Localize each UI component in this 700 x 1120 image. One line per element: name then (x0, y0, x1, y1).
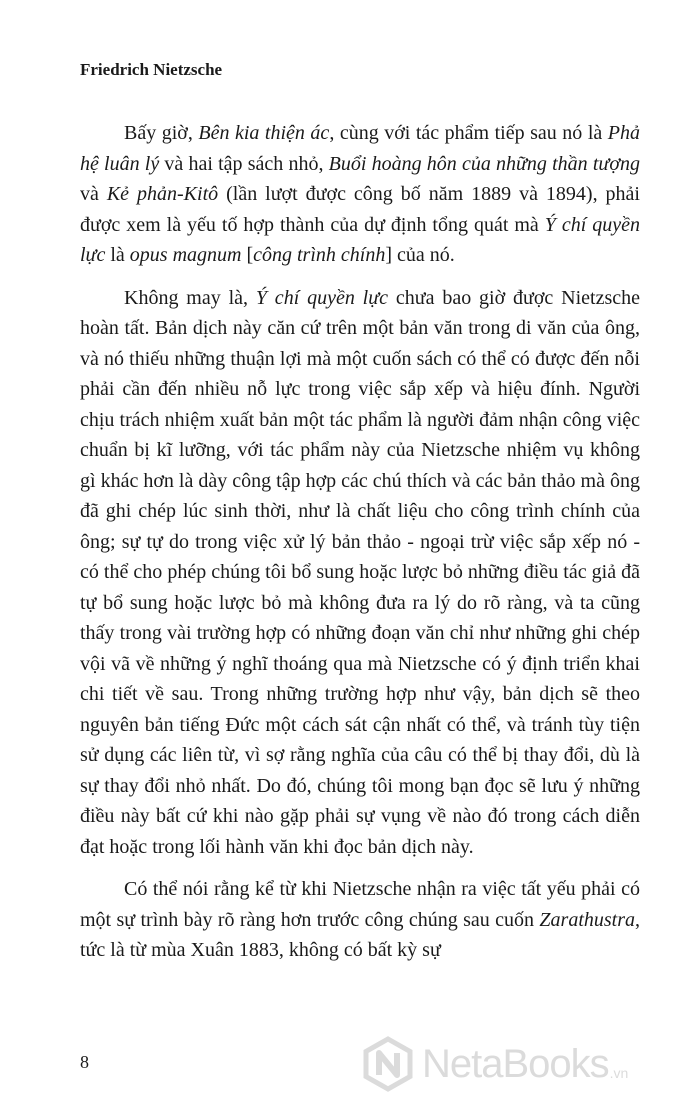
watermark-tld: .vn (609, 1065, 629, 1081)
text-run: là (105, 244, 130, 266)
italic-run: Buổi hoàng hôn của những thần tượng (328, 152, 640, 175)
netabooks-logo-icon (360, 1036, 416, 1092)
text-run: [ (241, 244, 254, 266)
paragraph (80, 118, 640, 271)
text-run: Bấy giờ, (124, 122, 199, 144)
watermark (360, 1036, 628, 1092)
text-run: Không may là, (124, 286, 256, 309)
body-text (80, 118, 640, 978)
page-number: 8 (80, 1052, 89, 1072)
italic-run: Ý chí quyền lực (255, 286, 389, 309)
text-run: (lần lượt được công bố năm 1889 và 1894), phải được xem là yếu tố hợp thành của dự định tổng quát mà (80, 183, 640, 236)
italic-run: Zarathustra (539, 908, 635, 931)
paragraph (80, 283, 640, 863)
paragraph (80, 874, 640, 966)
text-run: , cùng với tác phẩm tiếp sau nó là (329, 122, 608, 144)
italic-run: Phả hệ luân lý (80, 122, 640, 175)
text-run: chưa bao giờ được Nietzsche hoàn tất. Bản dịch này căn cứ trên một bản văn trong di văn của ông, và nó thiếu những thuận lợi mà một cuốn sách có thể có được đến nỗi phải cần đến nhiều nỗ lực trong việc sắp xếp và hiệu đính. Người chịu trách nhiệm xuất bản một tác phẩm là người đảm nhận công việc chuẩn bị kĩ lưỡng, với tác phẩm này của Nietzsche nhiệm vụ không gì khác hơn là dày công tập hợp các chú thích và các bản thảo mà ông đã ghi chép lúc sinh thời, như là chất liệu cho công trình chính của ông; sự tự do trong việc xử lý bản thảo - ngoại trừ việc sắp xếp nó - có thể cho phép chúng tôi bổ sung hoặc lược bỏ những điều tác giả đã tự bổ sung hoặc lược bỏ mà không đưa ra lý do rõ ràng, và ta cũng thấy trong vài trường hợp có những đoạn văn chỉ như những ghi chép vội vã về những ý nghĩ thoáng qua mà Nietzsche có ý định triển khai chi tiết về sau. Trong những trường hợp như vậy, bản dịch sẽ theo nguyên bản tiếng Đức một cách sát cận nhất có thể, và tránh tùy tiện sử dụng các liên từ, vì sợ rằng nghĩa của câu có thể bị thay đổi, dù là sự thay đổi nhỏ nhất. Do đó, chúng tôi mong bạn đọc sẽ lưu ý những điều này bất cứ khi nào gặp phải sự vụng về nào đó trong cách diễn đạt hoặc trong lối hành văn khi đọc bản dịch này. (80, 286, 640, 858)
italic-run: Ý chí quyền lực (80, 213, 640, 266)
italic-run: Kẻ phản-Kitô (106, 183, 219, 205)
watermark-brand: NetaBooks (422, 1041, 609, 1086)
italic-run: opus magnum (129, 244, 242, 266)
italic-run: Bên kia thiện ác (198, 122, 330, 144)
running-head: Friedrich Nietzsche (80, 60, 223, 79)
text-run: Có thể nói rằng kể từ khi Nietzsche nhận ra việc tất yếu phải có một sự trình bày rõ ràng hơn trước công chúng sau cuốn (80, 878, 640, 931)
text-run: và hai tập sách nhỏ, (159, 152, 329, 175)
text-run: , tức là từ mùa Xuân 1883, không có bất kỳ sự (80, 908, 640, 961)
text-run: ] của nó. (385, 244, 455, 266)
italic-run: công trình chính (253, 244, 386, 266)
text-run: và (80, 183, 107, 205)
